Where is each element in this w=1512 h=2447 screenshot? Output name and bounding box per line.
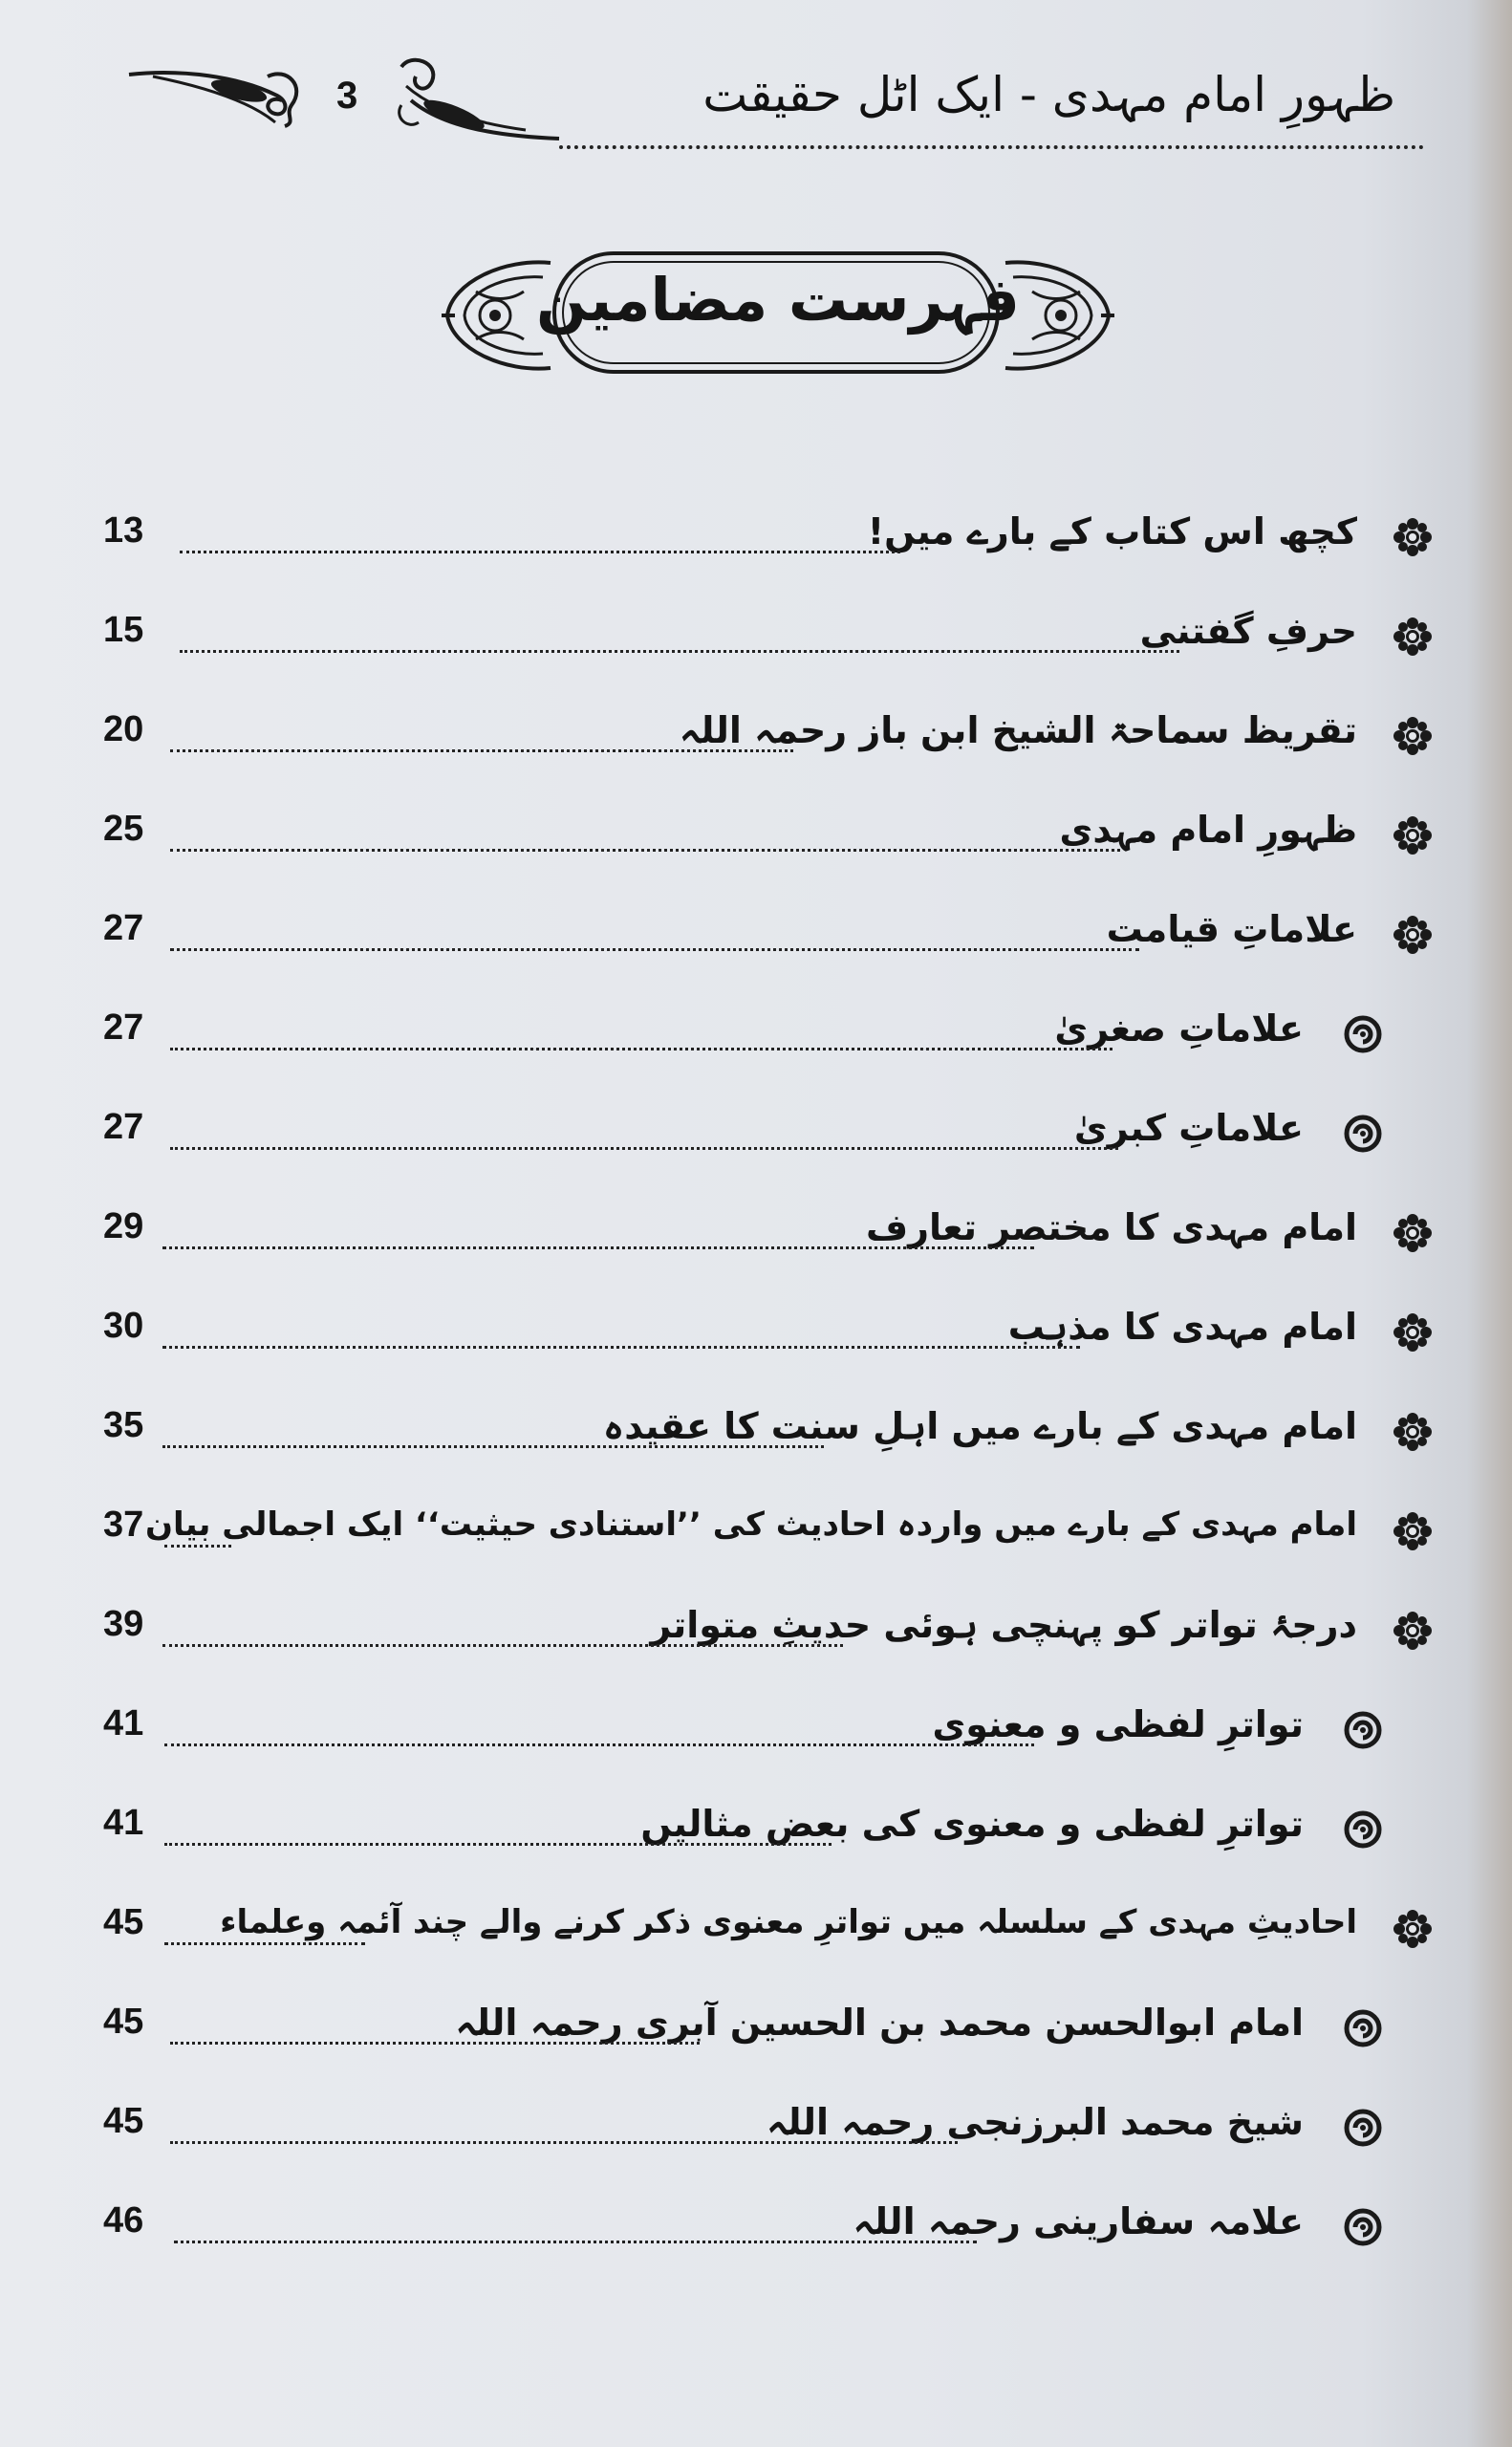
dot-leader xyxy=(170,948,1139,951)
toc-entry-title: تقریظ سماحۃ الشیخ ابن باز رحمہ اللہ xyxy=(679,709,1357,751)
flower-bullet-icon xyxy=(1392,914,1434,956)
dot-leader xyxy=(162,1246,1034,1249)
toc-entry-title: امام مہدی کا مختصر تعارف xyxy=(865,1206,1357,1248)
dot-leader xyxy=(180,650,1179,653)
running-header xyxy=(0,38,1512,172)
toc-page-number: 30 xyxy=(103,1306,144,1346)
toc-subentry[interactable] xyxy=(0,1103,1512,1170)
spiral-bullet-icon xyxy=(1342,1808,1384,1851)
toc-entry-title: امام مہدی کا مذہب xyxy=(1007,1306,1357,1348)
toc-page-number: 41 xyxy=(103,1703,144,1743)
toc-entry[interactable] xyxy=(0,507,1512,574)
dot-leader xyxy=(164,1545,231,1548)
toc-entry-title: درجۂ تواتر کو پہنچی ہوئی حدیثِ متواتر xyxy=(650,1604,1357,1646)
flower-bullet-icon xyxy=(1392,1908,1434,1950)
dot-leader xyxy=(180,551,900,553)
dot-leader xyxy=(170,2141,958,2144)
toc-entry[interactable] xyxy=(0,1302,1512,1369)
toc-subentry[interactable] xyxy=(0,1700,1512,1766)
dot-leader xyxy=(162,1445,824,1448)
toc-entry-title: امام ابوالحسن محمد بن الحسین آبری رحمہ اللہ xyxy=(455,2002,1304,2044)
spiral-bullet-icon xyxy=(1342,1709,1384,1751)
toc-page-number: 37 xyxy=(103,1505,144,1545)
dot-leader xyxy=(162,1346,1080,1349)
toc-entry-title: تواترِ لفظی و معنوی کی بعض مثالیں xyxy=(640,1803,1304,1845)
toc-subentry[interactable] xyxy=(0,2097,1512,2164)
toc-page-number: 27 xyxy=(103,1107,144,1147)
flower-bullet-icon xyxy=(1392,1212,1434,1254)
spiral-bullet-icon xyxy=(1342,1113,1384,1155)
toc-page-number: 41 xyxy=(103,1803,144,1843)
toc-entry[interactable] xyxy=(0,705,1512,772)
toc-entry[interactable] xyxy=(0,1401,1512,1468)
toc-page-number: 15 xyxy=(103,610,144,650)
dot-leader xyxy=(170,749,793,752)
dot-leader xyxy=(164,1942,365,1945)
toc-page-number: 25 xyxy=(103,809,144,849)
toc-page-number: 27 xyxy=(103,1007,144,1048)
toc-entry-title: احادیثِ مہدی کے سلسلہ میں تواترِ معنوی ذکر کرنے والے چند آئمہ وعلماء xyxy=(220,1903,1357,1941)
toc-entry[interactable] xyxy=(0,1501,1512,1568)
toc-entry-title: علاماتِ قیامت xyxy=(1106,908,1357,950)
toc-subentry[interactable] xyxy=(0,1799,1512,1866)
toc-page-number: 35 xyxy=(103,1405,144,1445)
toc-page-number: 20 xyxy=(103,709,144,749)
toc-page-number: 45 xyxy=(103,2002,144,2042)
toc-entry[interactable] xyxy=(0,1600,1512,1667)
toc-entry-title: حرفِ گفتنی xyxy=(1139,610,1357,652)
dot-leader xyxy=(170,1048,1112,1050)
toc-entry[interactable] xyxy=(0,606,1512,673)
toc-title-cartouche xyxy=(438,244,1118,387)
dot-leader xyxy=(170,1147,1118,1150)
header-divider xyxy=(559,145,1424,149)
running-title: ظہورِ امام مہدی - ایک اٹل حقیقت xyxy=(702,67,1395,122)
toc-entry-title: علاماتِ صغریٰ xyxy=(1054,1007,1304,1050)
toc-page-number: 27 xyxy=(103,908,144,948)
spiral-bullet-icon xyxy=(1342,2007,1384,2049)
toc-subentry[interactable] xyxy=(0,1004,1512,1071)
toc-page-number: 45 xyxy=(103,2101,144,2141)
toc-entry-title: امام مہدی کے بارے میں واردہ احادیث کی ’’استنادی حیثیت‘‘ ایک اجمالی بیان xyxy=(144,1505,1357,1544)
toc-entry-title: علامہ سفارینی رحمہ اللہ xyxy=(853,2200,1304,2242)
toc-page-number: 39 xyxy=(103,1604,144,1644)
toc-subentry[interactable] xyxy=(0,2197,1512,2263)
flower-bullet-icon xyxy=(1392,1411,1434,1453)
flower-bullet-icon xyxy=(1392,1610,1434,1652)
toc-entry-title: تواترِ لفظی و معنوی xyxy=(932,1703,1304,1745)
flower-bullet-icon xyxy=(1392,516,1434,558)
dot-leader xyxy=(164,1843,832,1846)
dot-leader xyxy=(162,1644,843,1647)
toc-entry[interactable] xyxy=(0,904,1512,971)
toc-subentry[interactable] xyxy=(0,1998,1512,2065)
flower-bullet-icon xyxy=(1392,814,1434,856)
flower-bullet-icon xyxy=(1392,1510,1434,1552)
toc-page-number: 29 xyxy=(103,1206,144,1246)
dot-leader xyxy=(170,2042,700,2045)
toc-page-number: 45 xyxy=(103,1902,144,1942)
toc-entry-title: علاماتِ کبریٰ xyxy=(1073,1107,1304,1149)
spiral-bullet-icon xyxy=(1342,2107,1384,2149)
toc-heading: فہرست مضامین xyxy=(536,265,1020,335)
dot-leader xyxy=(164,1743,1034,1746)
toc-entry-title: امام مہدی کے بارے میں اہلِ سنت کا عقیدہ xyxy=(602,1405,1357,1447)
spiral-bullet-icon xyxy=(1342,2206,1384,2248)
right-arabesque-icon xyxy=(1004,244,1118,387)
spiral-bullet-icon xyxy=(1342,1013,1384,1055)
flower-bullet-icon xyxy=(1392,616,1434,658)
toc-entry-title: کچھ اس کتاب کے بارے میں! xyxy=(867,510,1357,552)
flower-bullet-icon xyxy=(1392,1311,1434,1353)
toc-page-number: 46 xyxy=(103,2200,144,2241)
page-number: 3 xyxy=(336,75,358,117)
toc-entry-title: ظہورِ امام مہدی xyxy=(1059,809,1357,851)
toc-entry[interactable] xyxy=(0,805,1512,872)
toc-entry[interactable] xyxy=(0,1202,1512,1269)
dot-leader xyxy=(174,2241,977,2243)
dot-leader xyxy=(170,849,1120,852)
toc-entry-title: شیخ محمد البرزنجی رحمہ اللہ xyxy=(766,2101,1304,2143)
toc-page-number: 13 xyxy=(103,510,144,551)
toc-entry[interactable] xyxy=(0,1898,1512,1965)
flower-bullet-icon xyxy=(1392,715,1434,757)
